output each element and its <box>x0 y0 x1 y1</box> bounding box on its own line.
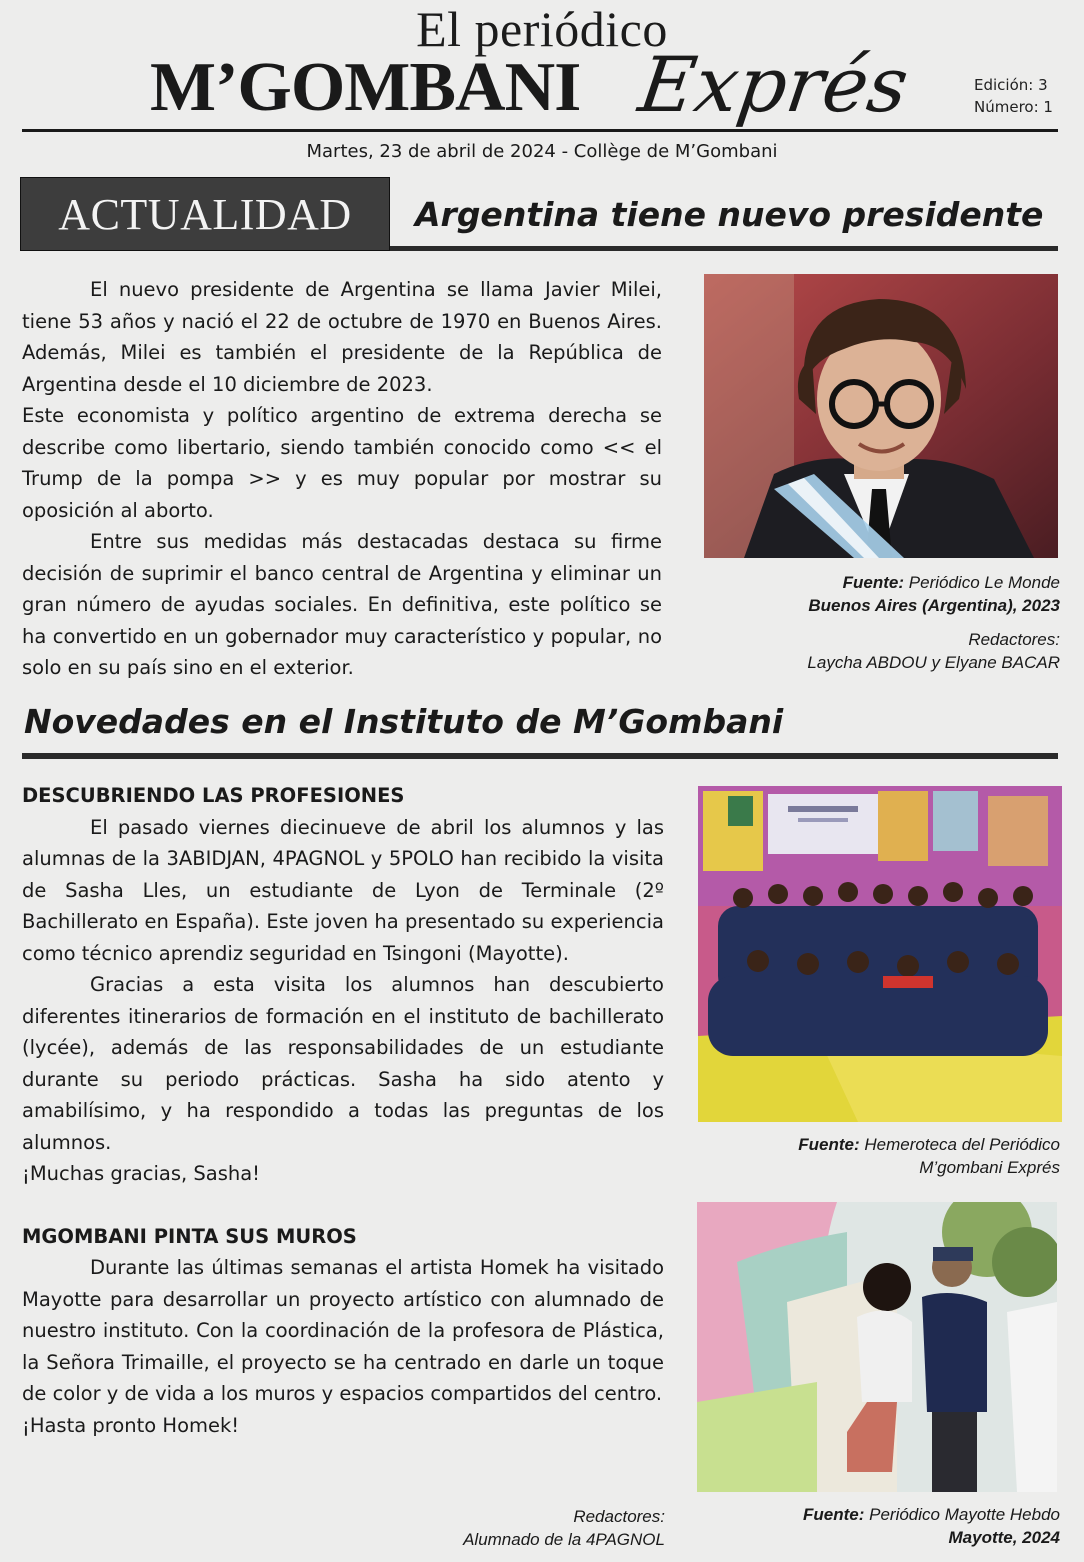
editors-instituto <box>360 1505 665 1551</box>
caption-source-label: Fuente: <box>798 1135 860 1154</box>
photo-students <box>698 786 1062 1122</box>
edition-info <box>974 74 1053 118</box>
caption-source-line2: M’gombani Exprés <box>919 1158 1060 1177</box>
caption-source: Periódico Le Monde <box>908 573 1060 592</box>
paragraph: Este economista y político argentino de extrema derecha se describe como libertario, siendo también conocido como << el Trump de la pompa >> y es muy popular por mostrar su oposición al aborto. <box>22 404 662 522</box>
issue-number: Número: 1 <box>974 98 1053 116</box>
headline-novedades: Novedades en el Instituto de M’Gombani <box>24 702 784 741</box>
section1-rule <box>390 246 1058 251</box>
section-label: ACTUALIDAD <box>20 177 390 251</box>
caption-place: Buenos Aires (Argentina), 2023 <box>808 596 1060 615</box>
caption-source-label: Fuente: <box>802 1505 865 1524</box>
caption-place: Mayotte, 2024 <box>948 1528 1060 1547</box>
kicker-muros: MGOMBANI PINTA SUS MUROS <box>22 1224 357 1248</box>
photo-mural <box>697 1202 1057 1492</box>
edition-number: Edición: 3 <box>974 76 1048 94</box>
caption-source: Periódico Mayotte Hebdo <box>869 1505 1060 1524</box>
article-instituto <box>22 780 664 1441</box>
caption-students <box>700 1133 1060 1179</box>
closing-sasha: ¡Muchas gracias, Sasha! <box>22 1162 260 1185</box>
photo-president <box>704 274 1058 558</box>
paragraph: Gracias a esta visita los alumnos han descubierto diferentes itinerarios de formación en el instituto de bachillerato (lycée), además de las responsabilidades de un estudiante durante su periodo prácticas. Sasha ha sido atento y amabilísimo, y ha respondido a todas las preguntas de los alumnos. <box>22 973 664 1154</box>
masthead-script: Exprés <box>633 40 914 129</box>
paragraph: El nuevo presidente de Argentina se llama Javier Milei, tiene 53 años y nació el 22 de octubre de 1970 en Buenos Aires. Además, Milei es también el presidente de la República de Argentina desde el 10 diciembre de 2023. <box>22 278 662 396</box>
paragraph: El pasado viernes diecinueve de abril los alumnos y las alumnas de la 3ABIDJAN, 4PAGNOL y 5POLO han recibido la visita de Sasha Lles, un estudiante de Lyon de Terminale (2º Bachillerato en España). Este joven ha presentado su experiencia como técnico aprendiz seguridad en Tsingoni (Mayotte). <box>22 815 664 965</box>
headline-argentina: Argentina tiene nuevo presidente <box>415 195 1044 234</box>
caption-president <box>700 571 1060 674</box>
masthead-rule <box>22 129 1058 132</box>
president-illustration <box>704 274 1058 558</box>
mural-illustration <box>697 1202 1057 1492</box>
caption-editors: Laycha ABDOU y Elyane BACAR <box>807 653 1060 672</box>
section2-rule <box>22 753 1058 759</box>
editors-label: Redactores: <box>573 1507 665 1526</box>
paragraph: Durante las últimas semanas el artista Homek ha visitado Mayotte para desarrollar un proyecto artístico con alumnado de nuestro instituto. Con la coordinación de la profesora de Plástica, la Señora Trimaille, el proyecto se ha centrado en darle un toque de color y de vida a los muros y espacios compartidos del centro. <box>22 1256 664 1405</box>
paragraph: Entre sus medidas más destacadas destaca su firme decisión de suprimir el banco central de Argentina y eliminar un gran número de ayudas sociales. En definitiva, este político se ha convertido en un gobernador muy característico y popular, no solo en su país sino en el exterior. <box>22 530 662 679</box>
masthead-name: M’GOMBANI <box>150 49 581 126</box>
editors-names: Alumnado de la 4PAGNOL <box>463 1530 665 1549</box>
dateline: Martes, 23 de abril de 2024 - Collège de M’Gombani <box>306 141 778 162</box>
closing-homek: ¡Hasta pronto Homek! <box>22 1413 240 1437</box>
article-argentina <box>22 274 662 684</box>
caption-mural <box>700 1503 1060 1549</box>
caption-source-label: Fuente: <box>842 573 905 592</box>
masthead-top-line: El periódico <box>416 1 668 57</box>
kicker-profesiones: DESCUBRIENDO LAS PROFESIONES <box>22 784 405 807</box>
students-illustration <box>698 786 1062 1122</box>
caption-source: Hemeroteca del Periódico <box>864 1135 1060 1154</box>
caption-editors-label: Redactores: <box>968 630 1060 649</box>
